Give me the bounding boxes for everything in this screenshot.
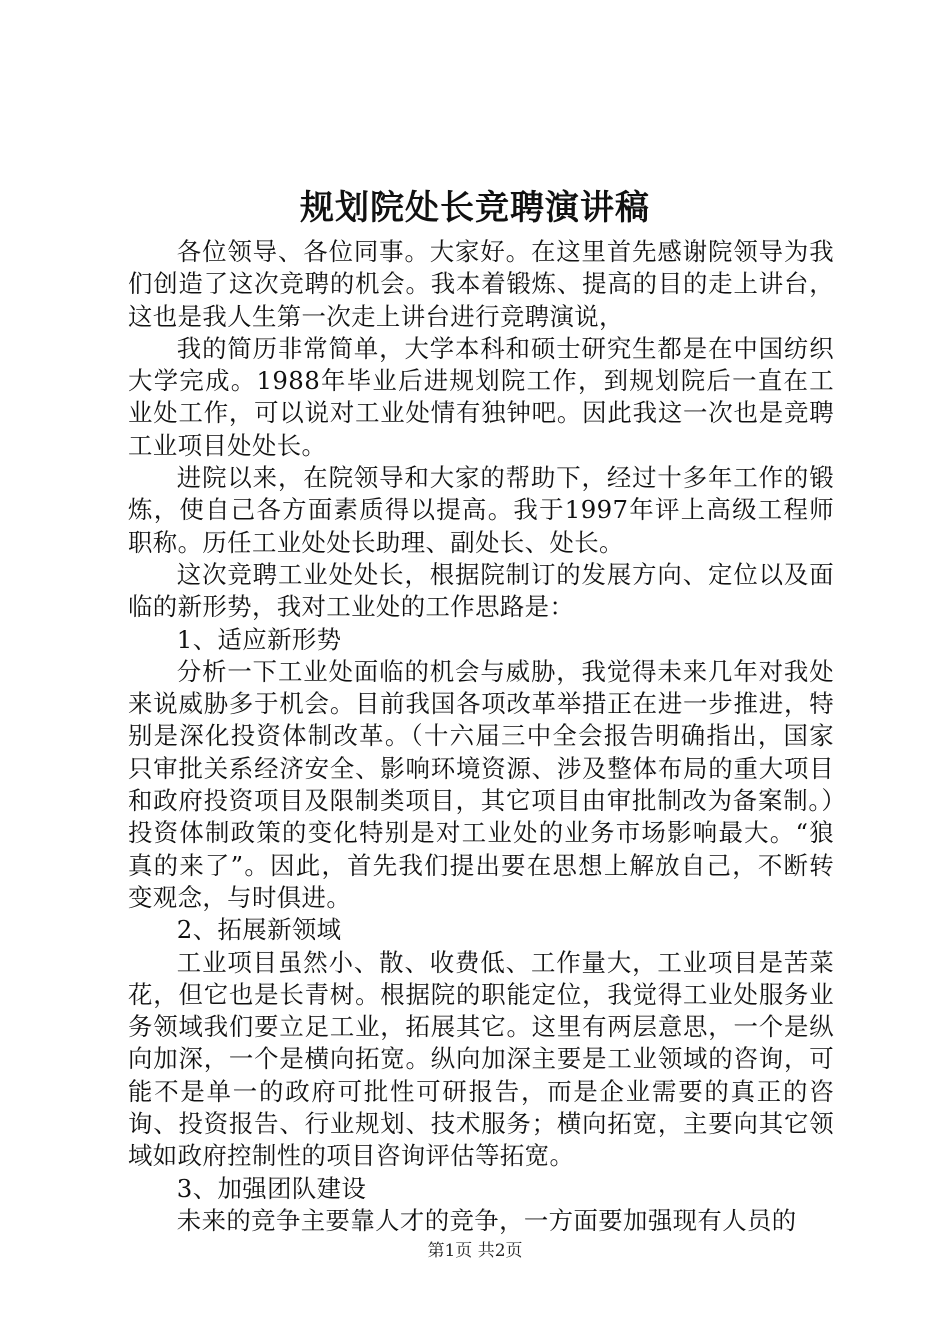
document-body	[128, 236, 834, 1237]
paragraph-work-ideas: 这次竞聘工业处处长，根据院制订的发展方向、定位以及面临的新形势，我对工业处的工作思路是：	[128, 559, 834, 622]
section-heading-3: 3、加强团队建设	[176, 1173, 367, 1203]
section-text-3: 未来的竞争主要靠人才的竞争，一方面要加强现有人员的	[176, 1205, 797, 1235]
page-footer: 第1页 共2页	[427, 1241, 523, 1261]
section-text-1: 分析一下工业处面临的机会与威胁，我觉得未来几年对我处来说威胁多于机会。目前我国各项改革举措正在进一步推进，特别是深化投资体制改革。（十六届三中全会报告明确指出，国家只审批关系经济安全、影响环境资源、涉及整体布局的重大项目和政府投资项目及限制类项目，其它项目由审批制改为备案制。）投资体制政策的变化特别是对工业处的业务市场影响最大。“狼真的来了”。因此，首先我们提出要在思想上解放自己，不断转变观念，与时俱进。	[128, 656, 834, 912]
paragraph-greeting: 各位领导、各位同事。大家好。在这里首先感谢院领导为我们创造了这次竞聘的机会。我本着锻炼、提高的目的走上讲台，这也是我人生第一次走上讲台进行竞聘演说，	[128, 237, 834, 331]
document-title: 规划院处长竞聘演讲稿	[300, 188, 650, 228]
section-heading-1: 1、适应新形势	[176, 624, 342, 654]
section-heading-2: 2、拓展新领域	[176, 915, 342, 945]
paragraph-resume: 我的简历非常简单，大学本科和硕士研究生都是在中国纺织大学完成。1988年毕业后进规划院工作，到规划院后一直在工业处工作，可以说对工业处情有独钟吧。因此我这一次也是竞聘工业项目处处长。	[128, 333, 834, 460]
section-text-2: 工业项目虽然小、散、收费低、工作量大，工业项目是苦菜花，但它也是长青树。根据院的职能定位，我觉得工业处服务业务领域我们要立足工业，拓展其它。这里有两层意思，一个是纵向加深，一个是横向拓宽。纵向加深主要是工业领域的咨询，可能不是单一的政府可批性可研报告，而是企业需要的真正的咨询、投资报告、行业规划、技术服务；横向拓宽，主要向其它领域如政府控制性的项目咨询评估等拓宽。	[128, 947, 834, 1171]
paragraph-experience: 进院以来，在院领导和大家的帮助下，经过十多年工作的锻炼，使自己各方面素质得以提高。我于1997年评上高级工程师职称。历任工业处处长助理、副处长、处长。	[128, 463, 834, 557]
